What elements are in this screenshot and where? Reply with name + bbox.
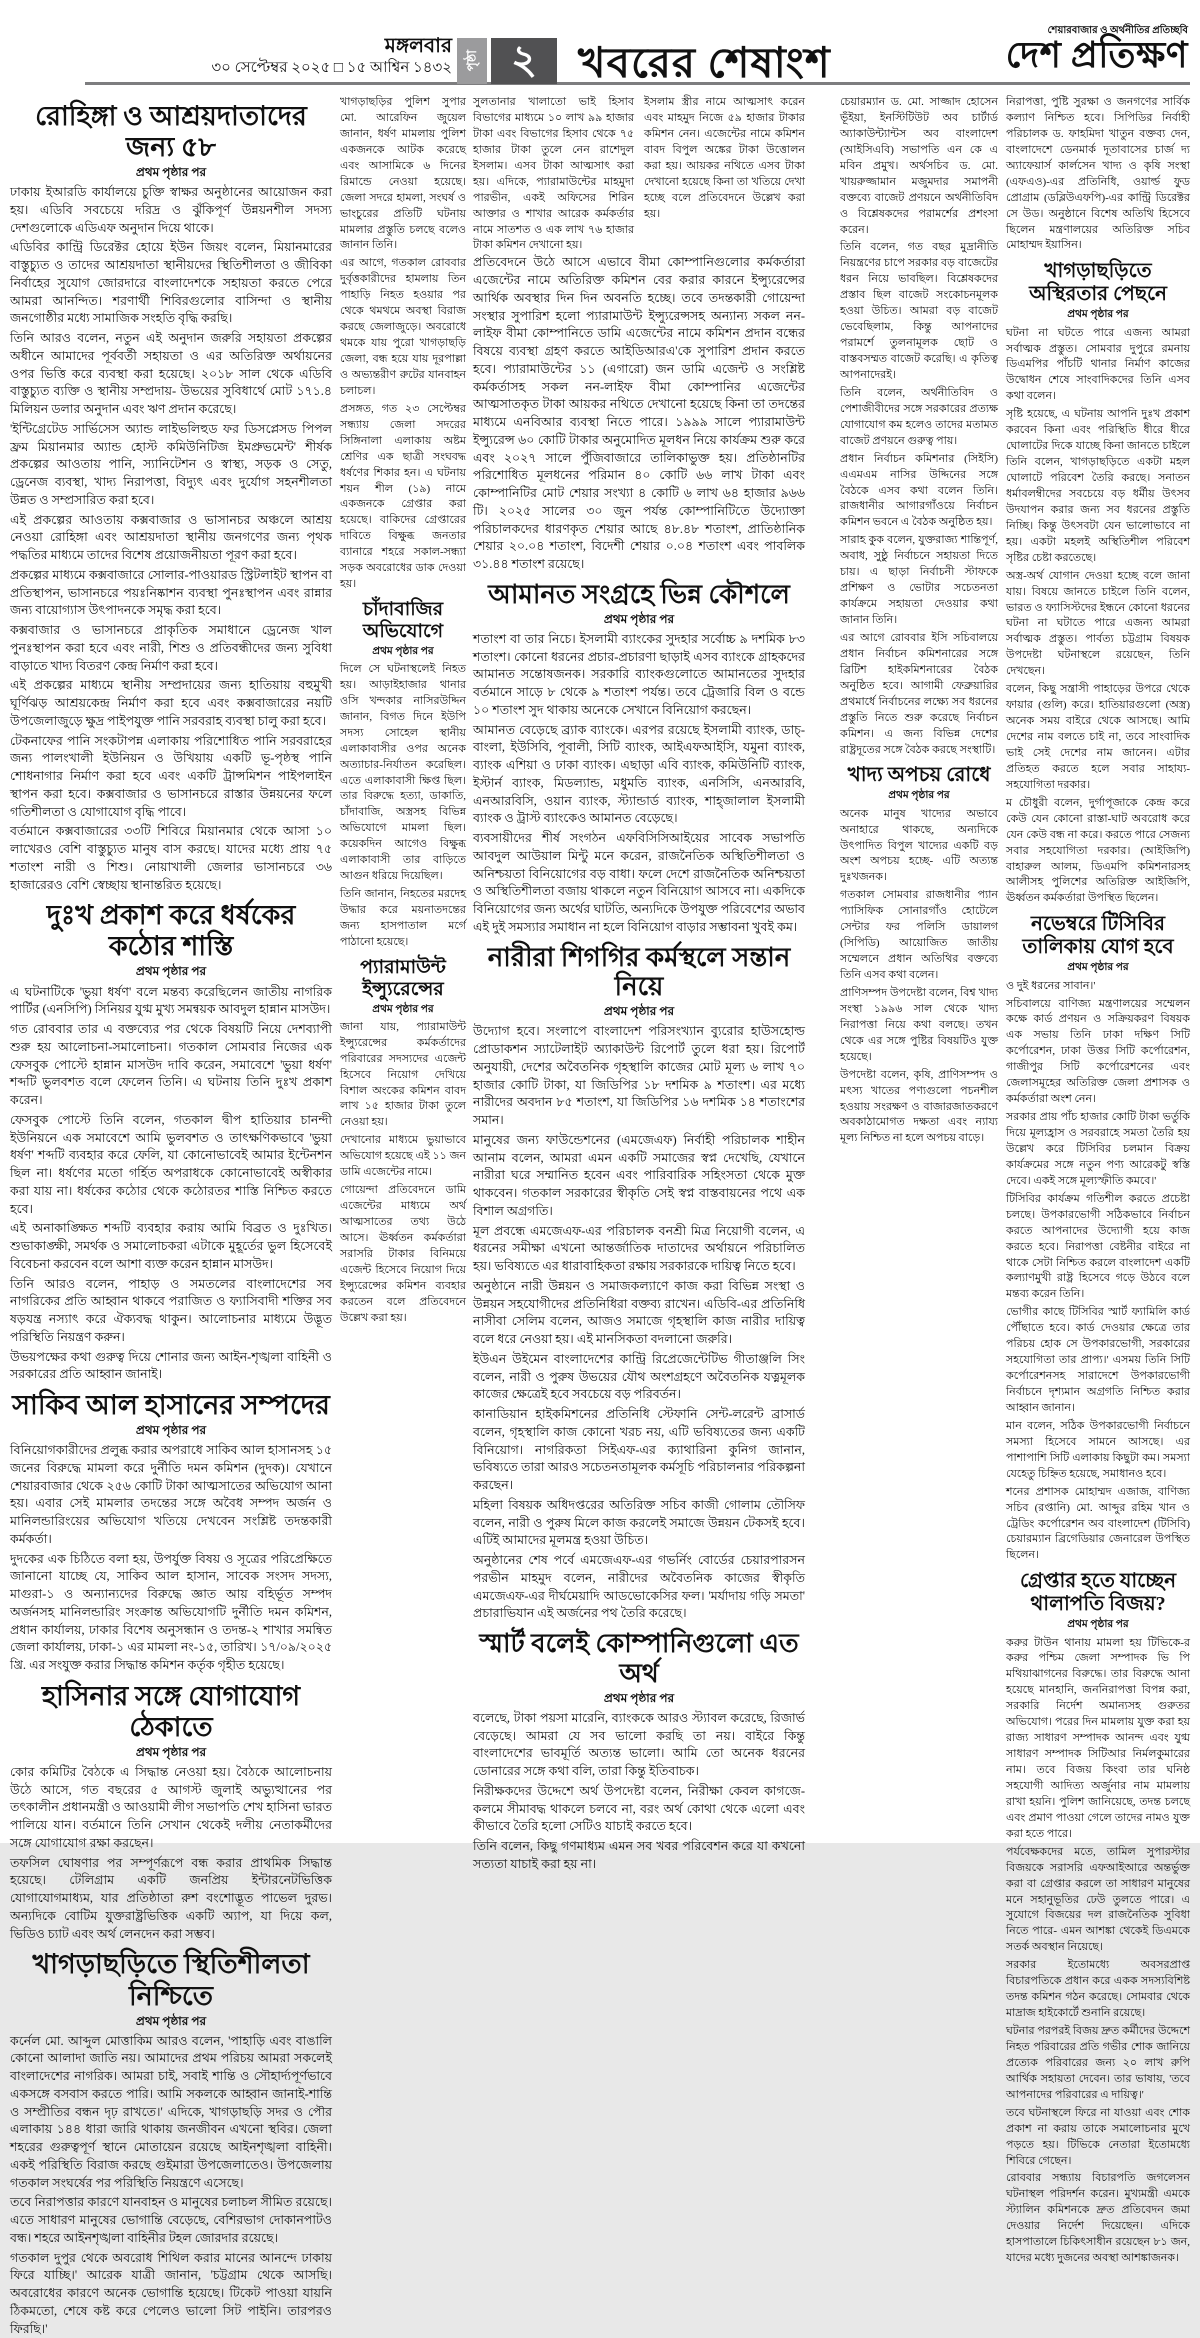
date-block <box>90 34 452 78</box>
article-paragraph: ঘটনার পরপরই বিজয় দ্রুত কর্মীদের উদ্দেশে নিহত পরিবারের প্রতি গভীর শোক জানিয়ে প্রত্যেক পরিবারের জন্য ২০ লাখ রুপি আর্থিক সহায়তা দেবেন। তার ভাষায়, 'তবে আপনাদের পরিবারের এ দায়িত্ব।' <box>1006 2025 1190 2101</box>
article-paragraph: সরকার ইতোমধ্যে অবসরপ্রাপ্ত বিচারপতিকে প্রধান করে একক সদস্যবিশিষ্ট তদন্ত কমিশন গঠন করেছে। সোমবার থেকে মাদ্রাজ হাইকোর্টে শুনানি রয়েছে। <box>1006 1959 1190 2020</box>
article-headline: রোহিঙ্গা ও আশ্রয়দাতাদের জন্য ৫৮ <box>35 101 307 163</box>
article-headline: চাঁদাবাজির অভিযোগে <box>362 599 444 642</box>
article <box>340 599 466 951</box>
article-paragraph: এই প্রকল্পের আওতায় কক্সবাজার ও ভাসানচর অঞ্চলে আশ্রয় নেওয়া রোহিঙ্গা এবং আশ্রয়দাতা স্থানীয় জনগণের জন্য পৃথক পদ্ধতির মাধ্যমে তাদের বিশেষ প্রয়োজনীয়তা পূরণ করা হবে। <box>10 512 332 563</box>
continuation-text: ইসলাম স্ত্রীর নামে আত্মসাৎ করেন এবং মাহমুদ নিজে ৫৯ হাজার টাকার কমিশন নেন। এজেন্টের নামে কমিশন বাবদ বিপুল অঙ্কের টাকা উত্তোলন করা হয়। আয়কর নথিতে এসব টাকা দেখানো হয়েছে কিনা তা খতিয়ে দেখা হচ্ছে বলে প্রতিবেদনে উল্লেখ করা হয়। <box>644 96 805 220</box>
article-paragraph: তিনি বলেন, অর্থনীতিবিদ ও পেশাজীবীদের সঙ্গে সরকারের প্রত্যক্ষ যোগাযোগ কম হলেও তাদের মতামত বাজেট প্রণয়নে গুরুত্ব পায়। <box>840 386 998 447</box>
continued-from-label: প্রথম পৃষ্ঠার পর <box>135 1423 207 1438</box>
article-paragraph: মহিলা বিষয়ক অধিদপ্তরের অতিরিক্ত সচিব কাজী গোলাম তৌসিফ বলেন, নারী ও পুরুষ মিলে কাজ করলেই সমাজে উন্নয়ন টেকসই হবে। এটিই আমাদের মূলমন্ত্র হওয়া উচিত। <box>473 1497 805 1548</box>
page-number: ২ <box>510 36 537 82</box>
article-paragraph: গতকাল দুপুর থেকে অবরোধ শিথিল করার মানের আনন্দে ঢাকায় ফিরে যাচ্ছি।' আরেক যাত্রী জানান, 'চট্টগ্রাম থেকে আসছি। অবরোধের কারণে অনেক ভোগান্তি হয়েছে। টিকেট পাওয়া যায়নি ঠিকমতো, শেষে কষ্ট করে পেলেও ভালো সিট পাইনি। তারপরও ফিরছি।' <box>10 2250 332 2336</box>
continued-from-label: প্রথম পৃষ্ঠার পর <box>888 790 950 802</box>
article-paragraph: টিসিবির কার্যক্রম গতিশীল করতে প্রচেষ্টা চলছে। উপকারভোগী সঠিকভাবে নির্বাচন করতে আপনাদের উদ্যোগী হয়ে কাজ করতে হবে। নিরাপত্তা বেষ্টনীর বাইরে না থাকে সেটা নিশ্চিত করলে বাংলাদেশ একটি কল্যাণমুখী রাষ্ট্র হিসেবে গড়ে উঠবে বলে মন্তব্য করেন তিনি। <box>1006 1192 1190 1301</box>
article <box>340 957 466 1327</box>
article-paragraph: ভোগীর কাছে টিসিবির স্মার্ট ফ্যামিলি কার্ড পৌঁছাতে হবে। কার্ড দেওয়ার ক্ষেত্রে তার পরিচয় হোক সে উপকারভোগী, সরকারের সহযোগিতা তার প্রাপ্য।' এসময় তিনি সিটি কর্পোরেশনসহ সারাদেশে উপকারভোগী নির্বাচনে দৃশ্যমান অগ্রগতি নিশ্চিত করার আহ্বান জানান। <box>1006 1306 1190 1414</box>
page-number-box <box>491 38 557 84</box>
article-paragraph: জানা যায়, প্যারামাউন্ট ইন্স্যুরেন্সের কর্মকর্তাদের পরিবারের সদস্যদের এজেন্ট হিসেবে নিয়োগ দেখিয়ে বিশাল অংকের কমিশন বাবদ লাখ ১৫ হাজার টাকা তুলে নেওয়া হয়। <box>340 1020 466 1129</box>
article-paragraph: ঢাকায় ইআরডি কার্যালয়ে চুক্তি স্বাক্ষর অনুষ্ঠানের আয়োজন করা হয়। এডিবি সবচেয়ে দরিদ্র ও ঝুঁকিপূর্ণ উন্নয়নশীল সদস্য দেশগুলোকে এডিএফ অনুদান দিয়ে থাকে। <box>10 185 332 235</box>
article-paragraph: 'ইন্টিগ্রেটেড সার্ভিসেস অ্যান্ড লাইভলিহুড ফর ডিসপ্লেসড পিপল ফ্রম মিয়ানমার অ্যান্ড হোস্ট কমিউনিটিজ ইমপ্রুভমেন্ট' শীর্ষক প্রকল্পের আওতায় পানি, স্যানিটেশন ও স্বাস্থ্য, সড়ক ও সেতু, ড্রেনেজ ব্যবস্থা, খাদ্য নিরাপত্তা, বিদ্যুৎ এবং দুর্যোগ সহনশীলতা উন্নত ও সম্প্রসারিত করা হবে। <box>10 421 332 507</box>
article-paragraph: এর আগে রোববার ইসি সচিবালয়ে প্রধান নির্বাচন কমিশনারের সঙ্গে ব্রিটিশ হাইকমিশনারের বৈঠক অনুষ্ঠিত হবে। আগামী ফেব্রুয়ারির প্রথমার্ধে নির্বাচনের লক্ষ্যে সব ধরনের প্রস্তুতি নিতে শুরু করেছে নির্বাচন কমিশন। এ জন্য বিভিন্ন দেশের রাষ্ট্রদূতের সঙ্গে বৈঠক করছে সংস্থাটি। <box>840 631 998 756</box>
article-paragraph: দিলে সে ঘটনাস্থলেই নিহত হয়। আড়াইহাজার থানার ওসি খন্দকার নাসিরউদ্দিন জানান, বিগত দিনে ইউপি সদস্য সোহেল স্থানীয় এলাকাবাসীর ওপর অনেক অত্যাচার-নির্যাতন করেছিল। এতে এলাকাবাসী ক্ষিপ্ত ছিল। তার বিরুদ্ধে হত্যা, ডাকাতি, চাঁদাবাজি, অস্ত্রসহ বিভিন্ন অভিযোগে মামলা ছিল। কয়েকদিন আগেও বিক্ষুব্ধ এলাকাবাসী তার বাড়িতে আগুন ধরিয়ে দিয়েছিল। <box>340 662 466 883</box>
article-paragraph: ফেসবুক পোস্টে তিনি বলেন, গতকাল দ্বীপ হাতিয়ার চানন্দী ইউনিয়নে এক সমাবেশে আমি ভুলবশত ও তাৎক্ষণিকভাবে 'ভুয়া ধর্ষণ' শব্দটি ব্যবহার করে ফেলি, যা কোনোভাবেই আমার ইন্টেনশন ছিল না। ধর্ষণের মতো গর্হিত অপরাধকে কোনোভাবেই অস্বীকার করা যায় না। ধর্ষকের কঠোর থেকে কঠোরতর শাস্তি নিশ্চিত করতে হবে। <box>10 1112 332 1216</box>
article-paragraph: ইউএন উইমেন বাংলাদেশের কান্ট্রি রিপ্রেজেন্টেটিভ গীতাঞ্জলি সিং বলেন, নারী ও পুরুষ উভয়ের যৌথ অংশগ্রহণে অবৈতনিক যত্নমূলক কাজের ক্ষেত্রেই হবে সবচেয়ে বড় পরিবর্তন। <box>473 1351 805 1402</box>
article-headline: হাসিনার সঙ্গে যোগাযোগ ঠেকাতে <box>41 1680 301 1742</box>
article-paragraph: শনের প্রশাসক মোহাম্মদ এজাজ, বাণিজ্য সচিব (রপ্তানি) মো. আব্দুর রহিম খান ও ট্রেডিং কর্পোরেশন অব বাংলাদেশ (টিসিবি) চেয়ারম্যান ব্রিগেডিয়ার জেনারেল উপস্থিত ছিলেন। <box>1006 1485 1190 1562</box>
continued-from-label: প্রথম পৃষ্ঠার পর <box>603 1004 675 1019</box>
continued-from-label: প্রথম পৃষ্ঠার পর <box>603 1690 675 1705</box>
article <box>1006 95 1190 254</box>
article-paragraph: বর্তমানে কক্সবাজারের ৩৩টি শিবিরে মিয়ানমার থেকে আসা ১০ লাখেরও বেশি বাস্তুচ্যুত মানুষ বাস করছে। যাদের মধ্যে প্রায় ৭৫ শতাংশ নারী ও শিশু। নোয়াখালী জেলার ভাসানচরে ৩৬ হাজারেরও বেশি স্বেচ্ছায় স্থানান্তরিত হয়েছে। <box>10 824 332 892</box>
article-paragraph: তবে নিরাপত্তার কারণে যানবাহন ও মানুষের চলাচল সীমিত রয়েছে। এতে সাধারণ মানুষের ভোগান্তি বেড়েছে, বেশিরভাগ দোকানপাটও বন্ধ। শহরে আইনশৃঙ্খলা বাহিনীর টহল জোরদার রয়েছে। <box>10 2195 332 2245</box>
article-paragraph: করুর টাউন থানায় মামলা হয় টিভিকে-র করুর পশ্চিম জেলা সম্পাদক ভি পি মথিয়াঝাগনের বিরুদ্ধে। তার বিরুদ্ধে আনা হয়েছে মানহানি, জননিরাপত্তা বিপন্ন করা, সরকারি নির্দেশ অমান্যসহ গুরুতর অভিযোগ। পরের দিন মামলায় যুক্ত করা হয় রাজ্য সাধারণ সম্পাদক আনন্দ এবং যুগ্ম সাধারণ সম্পাদক সিটিআর নির্মলকুমারের নাম। তবে বিজয় কিংবা তার ঘনিষ্ঠ সহযোগী আদিত্য অর্জুনার নাম মামলায় রাখা হয়নি। পুলিশ জানিয়েছে, তদন্ত চলছে এবং প্রমাণ পাওয়া গেলে তাদের নামও যুক্ত করা হতে পারে। <box>1006 1636 1190 1840</box>
article-paragraph: টেকনাফের পানি সংকটাপন্ন এলাকায় পরিশোধিত পানি সরবরাহের জন্য পালংখালী ইউনিয়ন ও উখিয়ায় একটি ভূ-পৃষ্ঠস্থ পানি শোধনাগার নির্মাণ করা হবে এবং একটি ট্রান্সমিশন পাইপলাইন স্থাপন করা হবে। কক্সবাজার ও ভাসানচরে রাস্তার উন্নয়নের ফলে গতিশীলতা ও যোগাযোগ বৃদ্ধি পাবে। <box>10 733 332 819</box>
article-paragraph: প্রকল্পের মাধ্যমে কক্সবাজারে সোলার-পাওয়ারড স্ট্রিটলাইট স্থাপন বা প্রতিস্থাপন, ভাসানচরে পয়ঃনিষ্কাশন ব্যবস্থা পুনঃস্থাপন এবং রান্নার জন্য বায়োগ্যাস উৎপাদনকে সমৃদ্ধ করা হবে। <box>10 567 332 618</box>
article-headline: নারীরা শিগগির কর্মস্থলে সন্তান নিয়ে <box>487 942 791 1002</box>
article-paragraph: কানাডিয়ান হাইকমিশনের প্রতিনিধি স্টেফানি সেন্ট-লরেন্ট ব্রাসার্ড বলেন, গৃহস্থালি কাজ কোনো খরচ নয়, এটি ভবিষ্যতের জন্য একটি বিনিয়োগ। নাগরিকতা সিইএফ-এর ক্যাথারিনা কুনিগ জানান, ভবিষ্যতে তারা আরও সচেতনতামূলক কর্মসূচি পরিচালনার পরিকল্পনা করছেন। <box>473 1407 805 1493</box>
news-column-col-mid <box>473 95 805 1871</box>
article <box>473 254 805 574</box>
article-paragraph: তিনি বলেন, কিছু গণমাধ্যম এমন সব খবর পরিবেশন করে যা কখনো সত্যতা যাচাই করা হয় না। <box>473 1839 805 1871</box>
article-paragraph: ব্যবসায়ীদের শীর্ষ সংগঠন এফবিসিসিআইয়ের সাবেক সভাপতি আবদুল আউয়াল মিন্টু মনে করেন, রাজনৈতিক অস্থিতিশীলতা ও অনিশ্চয়তা বিনিয়োগের বড় বাধা। ফলে দেশে রাজনৈতিক অনিশ্চয়তা ও অস্থিতিশীলতা বজায় থাকলে নতুন বিনিয়োগ আসবে না। একদিকে বিনিয়োগের জন্য অর্থের ঘাটতি, অন্যদিকে উপযুক্ত পরিবেশের অভাব এই দুই সমস্যার সমাধান না হলে বিনিয়োগ বাড়ার সম্ভাবনা খুবই কম। <box>473 831 805 934</box>
continued-from-label: প্রথম পৃষ্ঠার পর <box>135 165 207 180</box>
article-paragraph: মানুষের জন্য ফাউন্ডেশনের (এমজেএফ) নির্বাহী পরিচালক শাহীন আনাম বলেন, আমরা এমন একটি সমাজের স্বপ্ন দেখেছি, যেখানে নারীরা ঘরে সম্মানিত হবেন এবং পারিবারিক সহিংসতা থেকে মুক্ত থাকবেন। গতকাল সরকারের স্বীকৃতি সেই স্বপ্ন বাস্তবায়নের পথে এক বিশাল অগ্রগতি। <box>473 1132 805 1218</box>
article-paragraph: এই অনাকাঙ্ক্ষিত শব্দটি ব্যবহার করায় আমি বিব্রত ও দুঃখিত। শুভাকাঙ্ক্ষী, সমর্থক ও সমালোচকরা এটাকে মুহূর্তের ভুল হিসেবেই বিবেচনা করবেন বলে আশা ব্যক্ত করেন হান্নান মাসউদ। <box>10 1221 332 1271</box>
article <box>473 580 805 937</box>
article-paragraph: উভয়পক্ষের কথা গুরুত্ব দিয়ে শোনার জন্য আইন-শৃঙ্খলা বাহিনী ও সরকারের প্রতি আহ্বান জানাই। <box>10 1349 332 1382</box>
article-headline: আমানত সংগ্রহে ভিন্ন কৌশলে <box>488 579 790 609</box>
article-paragraph: সৃষ্টি হয়েছে, এ ঘটনায় আপনি দুঃখ প্রকাশ করবেন কিনা এবং পরিস্থিতি ধীরে ধীরে ঘোলাটের দিকে যাচ্ছে কিনা জানতে চাইলে তিনি বলেন, খাগড়াছড়িতে একটা মহল ঘোলাটে পরিবেশ তৈরি করছে। সনাতন ধর্মাবলম্বীদের সবচেয়ে বড় ধর্মীয় উৎসব উদযাপন করার জন্য সব ধরনের প্রস্তুতি নিচ্ছি। কিন্তু উৎসবটা যেন ভালোভাবে না হয়। একটা মহলই অস্থিতিশীল পরিবেশ সৃষ্টির চেষ্টা করতেছে। <box>1006 408 1190 564</box>
article-paragraph: ম চৌধুরী বলেন, দুর্গাপূজাকে কেন্দ্র করে কেউ যেন কোনো রাস্তা-ঘাট অবরোধ করে যেন কেউ বন্ধ না করে। করতে পারে সেজন্য সবার সহযোগিতা দরকার। (আইজিপি) বাহারুল আলম, ডিএমপি কমিশনারসহ আলীসহ পুলিশের অতিরিক্ত আইজিপি, ঊর্ধ্বতন কর্মকর্তারা উপস্থিত ছিলেন। <box>1006 796 1190 905</box>
article-paragraph: বিনিয়োগকারীদের প্রলুব্ধ করার অপরাধে সাকিব আল হাসানসহ ১৫ জনের বিরুদ্ধে মামলা করে দুর্নীতি দমন কমিশন (দুদক)। যেখানে শেয়ারবাজার থেকে ২৫৬ কোটি টাকা আত্মসাতের অভিযোগ আনা হয়। এবার সেই মামলার তদন্তের সঙ্গে অবৈধ সম্পদ অর্জন ও মানিলন্ডারিংয়ের অভিযোগ খতিয়ে দেখবেন সংশ্লিষ্ট তদন্তকারী কর্মকর্তা। <box>10 1443 332 1546</box>
continued-from-label: প্রথম পৃষ্ঠার পর <box>135 1744 207 1759</box>
article <box>840 95 998 758</box>
article-paragraph: অনুষ্ঠানে নারী উন্নয়ন ও সমাজকল্যাণে কাজ করা বিভিন্ন সংস্থা ও উন্নয়ন সহযোগীদের প্রতিনিধিরা বক্তব্য রাখেন। এডিবি-এর প্রতিনিধি নাসীবা সেলিম বলেন, আজও সমাজে গৃহস্থালি কাজ নারীর দায়িত্ব বলে ধরে নেওয়া হয়। এই মানসিকতা বদলানো জরুরি। <box>473 1278 805 1347</box>
article-paragraph: প্রসঙ্গত, গত ২৩ সেপ্টেম্বর সন্ধ্যায় জেলা সদরের সিঙ্গিনালা এলাকায় অষ্টম শ্রেণির এক ছাত্রী সংঘবদ্ধ ধর্ষণের শিকার হন। এ ঘটনায় শয়ন শীল (১৯) নামে একজনকে গ্রেপ্তার করা হয়েছে। বাকিদের গ্রেপ্তারের দাবিতে বিক্ষুব্ধ জনতার ব্যানারে শহরে সকাল-সন্ধ্যা সড়ক অবরোধের ডাক দেওয়া হয়। <box>340 402 466 591</box>
continued-from-label: প্রথম পৃষ্ঠার পর <box>372 645 434 657</box>
article-paragraph: উপদেষ্টা বলেন, কৃষি, প্রাণিসম্পদ ও মৎস্য খাতের পণ্যগুলো পচনশীল হওয়ায় সংরক্ষণ ও বাজারজাতকরণে অবকাঠামোগত দক্ষতা এবং ন্যায্য মূল্য নিশ্চিত না হলে অপচয় বাড়ে। <box>840 1068 998 1145</box>
article <box>10 101 332 894</box>
article-headline: প্যারামাউন্ট ইন্স্যুরেন্সের <box>360 956 446 1000</box>
article-paragraph: এই প্রকল্পের মাধ্যমে স্থানীয় সম্প্রদায়ের জন্য হাতিয়ায় বহুমুখী ঘূর্ণিঝড় আশ্রয়কেন্দ্র নির্মাণ করা হবে এবং কক্সবাজারের নয়টি উপজেলাজুড়ে ক্ষুদ্র পাইপযুক্ত পানি সরবরাহ ব্যবস্থা চালু করা হবে। <box>10 678 332 728</box>
article-paragraph: দুদকের এক চিঠিতে বলা হয়, উপর্যুক্ত বিষয় ও সূত্রের পরিপ্রেক্ষিতে জানানো যাচ্ছে যে, সাকিব আল হাসান, সাবেক সংসদ সদস্য, মাগুরা-১ ও অন্যান্যদের বিরুদ্ধে জ্ঞাত আয় বহির্ভূত সম্পদ অর্জনসহ মানিলন্ডারিং সংক্রান্ত অভিযোগটি দুর্নীতি দমন কমিশন, প্রধান কার্যালয়, ঢাকার বিশেষ অনুসন্ধান ও তদন্ত-২ শাখার সমন্বিত জেলা কার্যালয়, ঢাকা-১ এর মামলা নং-১৫, তারিখ। ১৭/০৯/২০২৫ খ্রি. এর সংযুক্ত করার সিদ্ধান্ত কমিশন কর্তৃক গৃহীত হয়েছে। <box>10 1551 332 1673</box>
continued-from-label: প্রথম পৃষ্ঠার পর <box>1067 962 1129 974</box>
article-paragraph: গত রোববার তার এ বক্তব্যের পর থেকে বিষয়টি নিয়ে দেশব্যাপী শুরু হয় আলোচনা-সমালোচনা। গতকাল সোমবার নিজের এক ফেসবুক পোস্টে হান্নান মাসউদ দাবি করেন, সমাবেশে 'ভুয়া ধর্ষণ' শব্দটি ভুলবশত বলে ফেলেন তিনি। এ ঘটনায় তিনি দুঃখ প্রকাশ করেন। <box>10 1022 332 1107</box>
masthead <box>0 0 1200 92</box>
article <box>10 1949 332 2338</box>
brand-tagline: শেয়ারবাজার ও অর্থনীতির প্রতিচ্ছবি <box>1047 25 1188 36</box>
article-headline: সাকিব আল হাসানের সম্পদের <box>12 1390 330 1420</box>
article-paragraph: কর্নেল মো. আব্দুল মোত্তাকিম আরও বলেন, 'পাহাড়ি এবং বাঙালি কোনো আলাদা জাতি নয়। আমাদের প্রথম পরিচয় আমরা সকলেই বাংলাদেশের নাগরিক। আমরা চাই, সবাই শান্তি ও সৌহার্দ্যপূর্ণভাবে একসঙ্গে বসবাস করতে পারি। আমি সকলকে আহ্বান জানাই-শান্তি ও সম্প্রীতির বন্ধন দৃঢ় রাখতে।' এদিকে, খাগড়াছড়ি সদর ও পৌর এলাকায় ১৪৪ ধারা জারি থাকায় জনজীবন এখনো স্থবির। জেলা শহরের গুরুত্বপূর্ণ স্থানে মোতায়েন রয়েছে আইনশৃঙ্খলা বাহিনী। একই পরিস্থিতি বিরাজ করছে গুইমারা উপজেলাতেও। উপজেলায় গতকাল সংঘর্ষের পর পরিস্থিতি নিয়ন্ত্রণে এসেছে। <box>10 2033 332 2190</box>
article-paragraph: আমানত বেড়েছে ব্র্যাক ব্যাংকে। এরপর রয়েছে ইসলামী ব্যাংক, ডাচ্-বাংলা, ইউসিবি, পূবালী, সিটি ব্যাংক, আইএফআইসি, যমুনা ব্যাংক, ব্যাংক এশিয়া ও ঢাকা ব্যাংক। এছাড়া এবি ব্যাংক, কমিউনিটি ব্যাংক, ইস্টার্ন ব্যাংক, মিডল্যান্ড, মধুমতি ব্যাংক, এনসিসি, এনআরবি, এনআরবিসি, ওয়ান ব্যাংক, স্ট্যান্ডার্ড ব্যাংক, শাহ্‌জালাল ইসলামী ব্যাংক ও ট্রাস্ট ব্যাংকেও আমানত বেড়েছে। <box>473 722 805 826</box>
article-paragraph: নিরাপত্তা, পুষ্টি সুরক্ষা ও জনগণের সার্বিক কল্যাণ নিশ্চিত হবে। সিপিডির নির্বাহী পরিচালক ড. ফাহমিদা খাতুন বক্তব্য দেন, বাংলাদেশে ডেনমার্ক দূতাবাসের চার্জ দ্য অ্যাফেয়ার্স কার্লসেন খাদ্য ও কৃষি সংস্থা (এফএও)-এর প্রতিনিধি, ওয়ার্ল্ড ফুড প্রোগ্রাম (ডব্লিউএফপি)-এর কান্ট্রি ডিরেক্টর সে উড। অনুষ্ঠানে বিশেষ অতিথি হিসেবে ছিলেন মন্ত্রণালয়ের অতিরিক্ত সচিব মোহাম্মদ ইয়াসিন। <box>1006 96 1190 252</box>
article-paragraph: বলেছে, টাকা পয়সা মারেনি, ব্যাংককে আরও স্ট্যাবল করেছে, রিজার্ভ বেড়েছে। আমরা যে সব ভালো করছি তা নয়। বাইরে কিন্তু বাংলাদেশের ভাবমূর্তি অত্যন্ত ভালো। আমি তো অনেক ধরনের ডোনারের সঙ্গে কথা বলি, তারা কিন্তু ইতিবাচক। <box>473 1710 805 1779</box>
continued-from-label: প্রথম পৃষ্ঠার পর <box>372 1003 434 1015</box>
article-paragraph: এ ঘটনাটিকে 'ভুয়া ধর্ষণ' বলে মন্তব্য করেছিলেন জাতীয় নাগরিক পার্টির (এনসিপি) সিনিয়র যুগ্ম মুখ্য সমন্বয়ক আবদুল হান্নান মাসউদ। <box>10 984 332 1017</box>
article-paragraph: খাগড়াছড়ির পুলিশ সুপার মো. আরেফিন জুয়েল জানান, ধর্ষণ মামলায় পুলিশ একজনকে আটক করেছে এবং আসামিকে ৬ দিনের রিমান্ডে নেওয়া হয়েছে। জেলা সদরে হামলা, সংঘর্ষ ও ভাংচুরের প্রতিটি ঘটনায় মামলার প্রস্তুতি চলছে বলেও জানান তিনি। <box>340 96 466 252</box>
continued-from-label: প্রথম পৃষ্ঠার পর <box>135 2013 207 2028</box>
article-paragraph: এডিবির কান্ট্রি ডিরেক্টর হোয়ে ইউন জিয়ং বলেন, মিয়ানমারের বাস্তুচ্যুত ও তাদের আশ্রয়দাতা স্থানীয়দের স্থিতিশীলতা ও জীবিকা নির্বাহের সুযোগ জোরদারে বাংলাদেশকে সহায়তা করতে পেরে আমরা আনন্দিত। শরণার্থী শিবিরগুলোর বাসিন্দা ও স্থানীয় জনগোষ্ঠীর মধ্যে সামাজিক সংহতি বৃদ্ধি করছি। <box>10 240 332 326</box>
article <box>840 764 998 1147</box>
article-headline: নভেম্বরে টিসিবির তালিকায় যোগ হবে <box>1022 913 1174 959</box>
article-paragraph: তফসিল ঘোষণার পর সম্পূর্ণরূপে বন্ধ করার প্রাথমিক সিদ্ধান্ত হয়েছে। টেলিগ্রাম একটি জনপ্রিয় ইন্টারনেটভিত্তিক যোগাযোগমাধ্যম, যার প্রতিষ্ঠাতা রুশ বংশোদ্ভূত পাভেল দুরভ। অন্যদিকে বোটিম যুক্তরাষ্ট্রভিত্তিক একটি অ্যাপ, যা দিয়ে কল, ভিডিও চ্যাট এবং অর্থ লেনদেন করা সম্ভব। <box>10 1855 332 1941</box>
article-paragraph: প্রতিবেদনে উঠে আসে এভাবে বীমা কোম্পানিগুলোর কর্মকর্তারা এজেন্টের নামে অতিরিক্ত কমিশন বের করার কারনে ইন্স্যুরেন্সের আর্থিক অবস্থার দিন দিন অবনতি হচ্ছে। তবে তদন্তকারী গোয়েন্দা সংস্থার সুপারিশ হলো প্যারামাউন্ট ইন্স্যুরেন্সসহ অন্যান্য সকল নন-লাইফ বীমা কোম্পানিতে ডামি এজেন্টের নামে কমিশন প্রদান বন্ধের বিষয়ে ব্যবস্থা গ্রহণ করতে আইডিআরএ'কে সুপারিশ প্রদান করতে হবে। প্যারামাউন্টের ১১ (এগারো) জন ডামি এজেন্ট ও সংশ্লিষ্ট কর্মকর্তাসহ সকল নন-লাইফ বীমা কোম্পানির এজেন্টের আত্মসাতকৃত টাকা আয়কর নথিতে দেখানো হয়েছে কিনা তা তদন্তের মাধ্যমে এনবিআর ব্যবস্থা নিতে পারে। ১৯৯৯ সালে প্যারামাউন্ট ইন্স্যুরেন্স ৬০ কোটি টাকার অনুমোদিত মূলধন নিয়ে কার্যক্রম শুরু করে এবং ২০২৭ সালে পুঁজিবাজারে তালিকাভুক্ত হয়। প্রতিষ্ঠানটির পরিশোধিত মূলধনের পরিমান ৪০ কোটি ৬৬ লাখ টাকা এবং কোম্পানিটির মোট শেয়ার সংখ্যা ৪ কোটি ৬ লাখ ৬৪ হাজার ৯৬৬ টি। ২০২৫ সালের ৩০ জুন পর্যন্ত কোম্পানিটিতে উদ্যোক্তা পরিচালকদের ধারণকৃত শেয়ার আছে ৪৮.৪৮ শতাংশ, প্রাতিষ্ঠানিক শেয়ার ২০.০৪ শতাংশ, বিদেশী শেয়ার ০.০৪ শতাংশ এবং পাবলিক ৩১.৪৪ শতাংশ রয়েছে। <box>473 255 805 572</box>
article-paragraph: সরকার প্রায় পাঁচ হাজার কোটি টাকা ভর্তুকি দিয়ে মূল্যহ্রাস ও সরবরাহে সমতা তৈরি হয় উল্লেখ করে টিসিবির চলমান বিক্রয় কার্যক্রমের সঙ্গে নতুন পণ্য আরেকটু স্বস্তি দেবে। একই সঙ্গে মূল্যস্ফীতি কমবে।' <box>1006 1111 1190 1187</box>
article-paragraph: দেখানোর মাধ্যমে ভুয়াভাবে অভিযোগ হয়েছে এই ১১ জন ডামি এজেন্টের নামে। <box>340 1134 466 1179</box>
article-paragraph: অস্ত্র-অর্থ যোগান দেওয়া হচ্ছে বলে জানা যায়। বিষয়ে জানতে চাইলে তিনি বলেন, ভারত ও ফ্যাসিস্টদের ইন্ধনে কোনো ধরনের ঘটনা না ঘটাতে পারে এজন্য আমরা সর্বাত্মক প্রস্তুত। পার্বত্য চট্টগ্রাম বিষয়ক উপদেষ্টা ঘটনাস্থলে রয়েছেন, তিনি দেখছেন। <box>1006 569 1190 678</box>
article-paragraph: চেয়ারম্যান ড. মো. সাজ্জাদ হোসেন ভূঁইয়া, ইনস্টিটিউট অব চার্টার্ড অ্যাকাউন্ট্যান্টস অব বাংলাদেশ (আইসিএবি) সভাপতি এন কে এ মবিন প্রমুখ। অর্থসচিব ড. মো. খায়রুজ্জামান মজুমদার সমাপনী বক্তব্যে বাজেট প্রণয়নে অর্থনীতিবিদ ও বিশ্লেষকদের পরামর্শের প্রশংসা করেন। <box>840 96 998 236</box>
article-paragraph: তিনি জানান, নিহতের মরদেহ উদ্ধার করে ময়নাতদন্তের জন্য হাসপাতাল মর্গে পাঠানো হয়েছে। <box>340 888 466 948</box>
article-paragraph: তবে ঘটনাস্থলে ফিরে না যাওয়া এবং শোক প্রকাশ না করায় তাকে সমালোচনার মুখে পড়তে হয়। টিভিকে নেতারা ইতোমধ্যে শিবিরে গেছেন। <box>1006 2106 1190 2167</box>
news-column-col-6 <box>840 95 998 1843</box>
article <box>10 1681 332 1944</box>
article-paragraph: তিনি আরও বলেন, নতুন এই অনুদান জরুরি সহায়তা প্রকল্পের অধীনে আমাদের পূর্ববর্তী সহায়তা ও এর অতিরিক্ত অর্থায়নের ওপর ভিত্তি করে ব্যবস্থা করা হয়েছে। ২০১৮ সাল থেকে এডিবি বাস্তুচ্যুত ব্যক্তি ও স্থানীয় সম্প্রদায়- উভয়ের সুবিধার্থে মোট ১৭১.৪ মিলিয়ন ডলার অনুদান এবং ঋণ প্রদান করেছে। <box>10 331 332 417</box>
article <box>10 900 332 1384</box>
article-paragraph: কোর কমিটির বৈঠকে এ সিদ্ধান্ত নেওয়া হয়। বৈঠকে আলোচনায় উঠে আসে, গত বছরের ৫ আগস্ট জুলাই অভ্যুত্থানের পর তৎকালীন প্রধানমন্ত্রী ও আওয়ামী লীগ সভাপতি শেখ হাসিনা ভারত পালিয়ে যান। বর্তমানে তিনি সেখান থেকেই দলীয় নেতাকর্মীদের সঙ্গে যোগাযোগ রক্ষা করছেন। <box>10 1764 332 1850</box>
article <box>340 95 466 593</box>
article-paragraph: উদ্যোগ হবে। সংলাপে বাংলাদেশ পরিসংখ্যান ব্যুরোর হাউসহোল্ড প্রোডাকশন স্যাটেলাইট অ্যাকাউন্ট রিপোর্ট তুলে ধরা হয়। রিপোর্ট অনুযায়ী, দেশের অবৈতনিক গৃহস্থালি কাজের মোট মূল্য ৬ লাখ ৭০ হাজার কোটি টাকা, যা জিডিপির ১৮ দশমিক ৯ শতাংশ। এর মধ্যে নারীদের অবদান ৮৫ শতাংশ, যা জিডিপির ১৬ দশমিক ১৪ শতাংশের সমান। <box>473 1024 805 1128</box>
continued-from-label: প্রথম পৃষ্ঠার পর <box>135 964 207 979</box>
article-paragraph: কক্সবাজার ও ভাসানচরে প্রাকৃতিক সমাধানে ড্রেনেজ খাল পুনঃস্থাপন করা হবে এবং নারী, শিশু ও প্রতিবন্ধীদের জন্য সুবিধা বাড়াতে খাদ্য বিতরণ কেন্দ্র নির্মাণ করা হবে। <box>10 623 332 673</box>
article-paragraph: প্রধান নির্বাচন কমিশনার (সিইসি) এএমএম নাসির উদ্দিনের সঙ্গে বৈঠকে এসব কথা বলেন তিনি। রাজধানীর আগারগাঁওয়ে নির্বাচন কমিশন ভবনে এ বৈঠক অনুষ্ঠিত হয়। <box>840 452 998 529</box>
news-column-col-3 <box>340 95 466 1843</box>
article-paragraph: প্রাণিসম্পদ উপদেষ্টা বলেন, বিশ্ব খাদ্য সংস্থা ১৯৯৬ সাল থেকে খাদ্য নিরাপত্তা নিয়ে কথা বলছে। তখন থেকে এর সঙ্গে পুষ্টির বিষয়টিও যুক্ত হয়েছে। <box>840 986 998 1063</box>
article-paragraph: বলেন, কিছু সন্ত্রাসী পাহাড়ের উপরে থেকে ফায়ার (গুলি) করে। হাতিয়ারগুলো (অস্ত্র) অনেক সময় বাইরে থেকে আসছে। আমি দেশের নাম বলতে চাই না, তবে সাংবাদিক ভাই সেই দেশের নাম জানেন। এটার প্রতিহত করতে হলে সবার সাহায্য-সহযোগিতা দরকার। <box>1006 683 1190 791</box>
article-paragraph: সারাহ কুক বলেন, যুক্তরাজ্য শান্তিপূর্ণ, অবাধ, সুষ্ঠু নির্বাচনে সহায়তা দিতে চায়। এ ছাড়া নির্বাচনী স্টাফকে প্রশিক্ষণ ও ভোটার সচেতনতা কার্যক্রমে সহায়তা দেওয়ার কথা জানান তিনি। <box>840 534 998 626</box>
article-paragraph: সচিবালয়ে বাণিজ্য মন্ত্রণালয়ের সম্মেলন কক্ষে কার্ড প্রণয়ন ও সক্রিয়করণ বিষয়ক এক সভায় তিনি ঢাকা দক্ষিণ সিটি কর্পোরেশন, ঢাকা উত্তর সিটি কর্পোরেশন, গাজীপুর সিটি কর্পোরেশনের এবং জেলাসমূহের অতিরিক্ত জেলা প্রশাসক ও কর্মকর্তারা অংশ নেন। <box>1006 997 1190 1106</box>
article-paragraph: গোয়েন্দা প্রতিবেদনে ডামি এজেন্টের মাধ্যমে অর্থ আত্মসাতের তথ্য উঠে আসে। ঊর্ধ্বতন কর্মকর্তারা সরাসরি টাকার বিনিময়ে এজেন্ট হিসেবে নিয়োগ দিয়ে ইন্স্যুরেন্সের কমিশন ব্যবহার করতেন বলে প্রতিবেদনে উল্লেখ করা হয়। <box>340 1184 466 1324</box>
weekday-label: মঙ্গলবার <box>384 35 452 57</box>
article-headline: দুঃখ প্রকাশ করে ধর্ষকের কঠোর শাস্তি <box>46 900 296 962</box>
article-paragraph: অনুষ্ঠানের শেষ পর্বে এমজেএফ-এর গভর্নিং বোর্ডের চেয়ারপারসন পরভীন মাহমুদ বলেন, নারীদের অবৈতনিক কাজের স্বীকৃতি এমজেএফ-এর দীর্ঘমেয়াদি আডভোকেসির ফল। 'মর্যাদায় গড়ি সমতা' প্রচারাভিযান এই অর্জনের পথ তৈরি করেছে। <box>473 1553 805 1621</box>
article-paragraph: তিনি আরও বলেন, পাহাড় ও সমতলের বাংলাদেশের সব নাগরিকের প্রতি আহ্বান থাকবে পরাজিত ও ফ্যাসিবাদী শক্তির সব ষড়যন্ত্র নস্যাৎ করে ঐক্যবদ্ধ থাকুন। আলোচনার মাধ্যমে উদ্ভূত পরিস্থিতি নিয়ন্ত্রণ করুন। <box>10 1276 332 1344</box>
article <box>1006 1570 1190 2267</box>
article <box>10 1390 332 1675</box>
article-paragraph: অনেক মানুষ খাদ্যের অভাবে অনাহারে থাকছে, অন্যদিকে উৎপাদিত বিপুল খাদ্যের একটি বড় অংশ অপচয় হচ্ছে- এটি অত্যন্ত দুঃখজনক। <box>840 807 998 884</box>
article-paragraph: পর্যবেক্ষকদের মতে, তামিল সুপারস্টার বিজয়কে সরাসরি এফআইআরে অন্তর্ভুক্ত করা বা গ্রেপ্তার করলে তা সাধারণ মানুষের মনে সহানুভূতির ঢেউ তুলতে পারে। এ সুযোগে বিজয়ের দল রাজনৈতিক সুবিধা নিতে পারে- এমন আশঙ্কা থেকেই ডিএমকে সতর্ক অবস্থান নিয়েছে। <box>1006 1845 1190 1954</box>
page-label-box <box>457 38 487 84</box>
split-continuation-row <box>473 95 805 254</box>
article-paragraph: মূল প্রবন্ধে এমজেএফ-এর পরিচালক বনশ্রী মিত্র নিয়োগী বলেন, এ ধরনের সমীক্ষা এখনো আন্তর্জাতিক দাতাদের অর্থায়নে পরিচালিত হয়। ভবিষ্যতে এর ধারাবাহিকতা রক্ষায় সরকারকে দায়িত্ব নিতে হবে। <box>473 1223 805 1274</box>
article <box>473 943 805 1624</box>
continued-from-label: প্রথম পৃষ্ঠার পর <box>1067 1619 1129 1631</box>
article-paragraph: ও দুই ধরনের সাবান।' <box>1006 979 1096 992</box>
article <box>473 1629 805 1874</box>
article-headline: খাগড়াছড়িতে অস্থিরতার পেছনে <box>1029 260 1167 306</box>
article-headline: খাদ্য অপচয় রোধে <box>847 764 991 787</box>
article-paragraph: গতকাল সোমবার রাজধানীর প্যান প্যাসিফিক সোনারগাঁও হোটেলে সেন্টার ফর পলিসি ডায়ালগ (সিপিডি) আয়োজিত জাতীয় সম্মেলনে প্রধান অতিথির বক্তব্যে তিনি এসব কথা বলেন। <box>840 889 998 982</box>
continued-from-label: প্রথম পৃষ্ঠার পর <box>1067 309 1129 321</box>
article-headline: গ্রেপ্তার হতে যাচ্ছেন থালাপতি বিজয়? <box>1019 1570 1177 1616</box>
news-column-col-7 <box>1006 95 1190 2265</box>
article-paragraph: তিনি বলেন, গত বছর মুদ্রানীতি নিয়ন্ত্রণের চাপে সরকার বড় বাজেটের ধরন নিয়ে ভাবছিল। বিশ্লেষকদের প্রস্তাব ছিল বাজেট সংকোচনমূলক হওয়া উচিত। আমরা বড় বাজেট ভেবেছিলাম, কিন্তু আপনাদের পরামর্শে তুলনামূলক ছোট ও বাস্তবসম্মত বাজেট করেছি। এ কৃতিত্ব আপনাদেরই। <box>840 241 998 381</box>
article-paragraph: এর আগে, গতকাল রোববার দুর্বৃত্তকারীদের হামলায় তিন পাহাড়ি নিহত হওয়ার পর থেকে থমথমে অবস্থা বিরাজ করছে জেলাজুড়ে। অবরোধে থমকে যায় পুরো খাগড়াছড়ি জেলা, বন্ধ হয়ে যায় দূরপাল্লা ও অভ্যন্তরীণ রুটের যানবাহন চলাচল। <box>340 257 466 397</box>
article-paragraph: মান বলেন, সঠিক উপকারভোগী নির্বাচনে সমস্যা হিসেবে সামনে আসছে। এর পাশাপাশি সিটি এলাকায় কিছুটা কম। সমস্যা যেহেতু চিহ্নিত হয়েছে, সমাধানও হবে। <box>1006 1419 1190 1480</box>
section-title: খবরের শেষাংশ <box>578 41 831 87</box>
continued-from-label: প্রথম পৃষ্ঠার পর <box>603 611 675 626</box>
article-paragraph: রোববার সন্ধ্যায় বিচারপতি জগলেসন ঘটনাস্থল পরিদর্শন করেন। মুখ্যমন্ত্রী এমকে স্ট্যালিন কমিশনকে দ্রুত প্রতিবেদন জমা দেওয়ার নির্দেশ দিয়েছেন। এদিকে হাসপাতালে চিকিৎসাধীন রয়েছেন ৮১ জন, যাদের মধ্যে দুজনের অবস্থা আশঙ্কাজনক। <box>1006 2172 1190 2265</box>
continuation-text: সুলতানার খালাতো ভাই হিসাব বিভাগের মাধ্যমে ১০ লাখ ৯৯ হাজার টাকা এবং বিভাগের হিসাব থেকে ৭৫ হাজার টাকা তুলে নেন রাশেদুল ইসলাম। এসব টাকা আত্মসাৎ করা হয়। এদিকে, প্যারামাউন্টের মাহমুদা পারভীন, একই অফিসের শিরিন আক্তার ও শাখার আরেক কর্মকর্তার নামে সাতশত ও এক লাখ ৭৬ হাজার টাকা কমিশন দেখানো হয়। <box>473 96 634 252</box>
brand-name: দেশ প্রতিক্ষণ <box>1005 34 1188 75</box>
article <box>1006 913 1190 1564</box>
article-paragraph: ঘটনা না ঘটতে পারে এজন্য আমরা সর্বাত্মক প্রস্তুত। সোমবার দুপুরে রমনায় ডিএমপির পাঁচটি থানার নির্মাণ কাজের উদ্বোধন শেষে সাংবাদিকদের তিনি এসব কথা বলেন। <box>1006 326 1190 403</box>
article-paragraph: শতাংশ বা তার নিচে। ইসলামী ব্যাংকের সুদহার সর্বোচ্চ ৯ দশমিক ৮৩ শতাংশ। কোনো ধরনের প্রচার-প্রচারণা ছাড়াই এসব ব্যাংকে গ্রাহকদের আমানত সন্তোষজনক। সরকারি ব্যাংকগুলোতে আমানতের সুদহার বর্তমানে সাড়ে ৮ থেকে ৯ শতাংশ পর্যন্ত। তবে ট্রেজারি বিল ও বন্ডে ১০ শতাংশ সুদ থাকায় অনেকে সেখানে বিনিয়োগ করছেন। <box>473 631 805 717</box>
article-paragraph: নিরীক্ষকদের উদ্দেশে অর্থ উপদেষ্টা বলেন, নিরীক্ষা কেবল কাগজে-কলমে সীমাবদ্ধ থাকলে চলবে না, বরং অর্থ কোথা থেকে এলো এবং কীভাবে তৈরি হলো সেটিও যাচাই করতে হবে। <box>473 1783 805 1834</box>
news-column-block-a <box>10 95 332 2336</box>
date-line: ৩০ সেপ্টেম্বর ২০২৫ □ ১৫ আশ্বিন ১৪৩২ <box>211 60 452 76</box>
article-headline: স্মার্ট বলেই কোম্পানিগুলো এত অর্থ <box>479 1629 799 1688</box>
article-headline: খাগড়াছড়িতে স্থিতিশীলতা নিশ্চিতে <box>32 1949 310 2011</box>
page-label: পৃষ্ঠা <box>463 50 479 72</box>
article <box>1006 260 1190 907</box>
newspaper-brand <box>1006 26 1188 74</box>
